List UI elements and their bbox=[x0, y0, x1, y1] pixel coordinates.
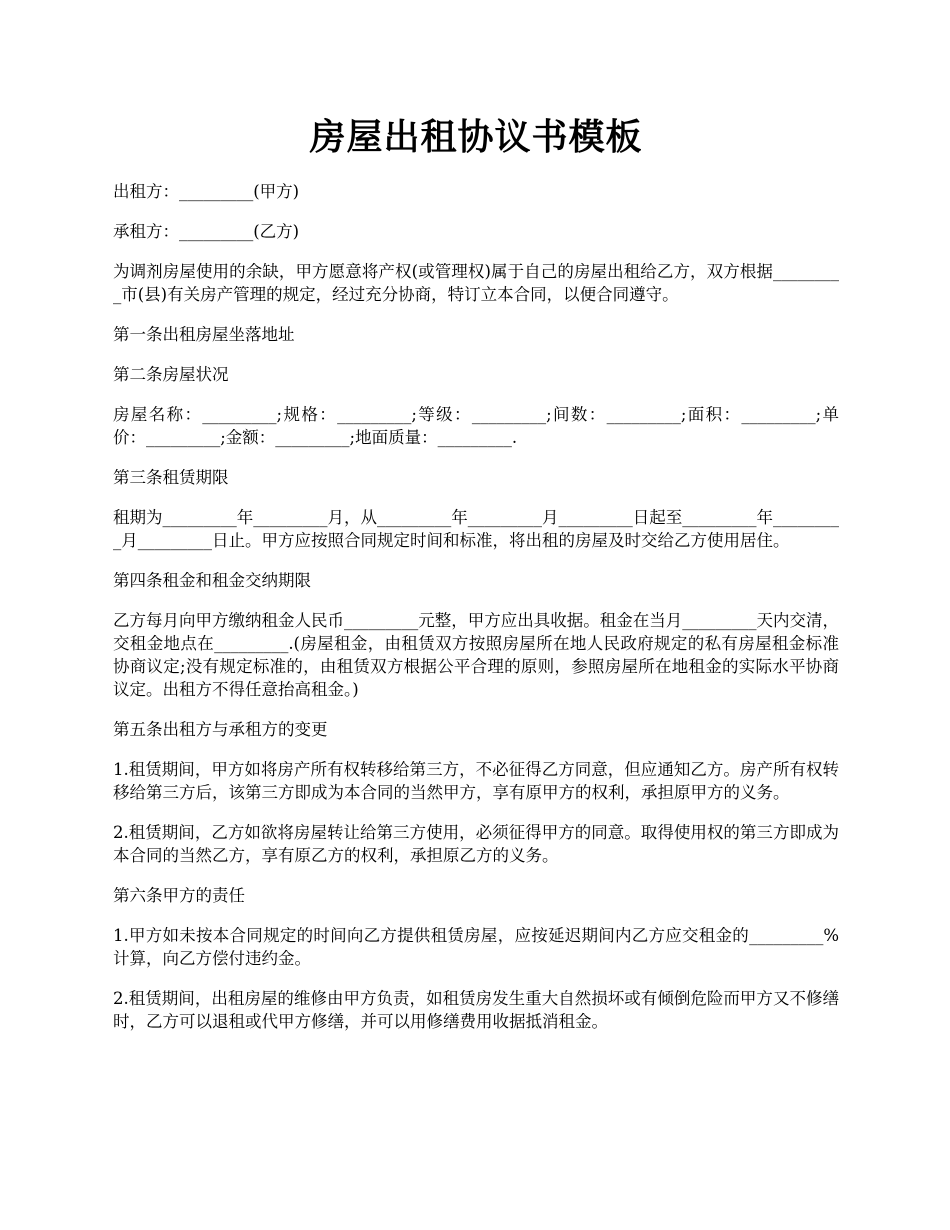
change-clause-2: 2.租赁期间，乙方如欲将房屋转让给第三方使用，必须征得甲方的同意。取得使用权的第三方即成为本合同的当然乙方，享有原乙方的权利，承担原乙方的义务。 bbox=[113, 823, 839, 865]
preamble-paragraph: 为调剂房屋使用的余缺，甲方愿意将产权(或管理权)属于自己的房屋出租给乙方，双方根据_________市(县)有关房产管理的规定，经过充分协商，特订立本合同，以便合同遵守。 bbox=[113, 262, 839, 304]
lessee-line: 承租方：_________(乙方) bbox=[113, 222, 300, 241]
article-4-heading: 第四条租金和租金交纳期限 bbox=[113, 571, 311, 590]
article-6-heading: 第六条甲方的责任 bbox=[113, 886, 245, 905]
document-page bbox=[113, 112, 839, 1050]
lessor-duty-1: 1.甲方如未按本合同规定的时间向乙方提供租赁房屋，应按延迟期间内乙方应交租金的_________%计算，向乙方偿付违约金。 bbox=[113, 926, 839, 968]
document-title: 房屋出租协议书模板 bbox=[309, 116, 643, 158]
article-5-heading: 第五条出租方与承租方的变更 bbox=[113, 720, 328, 739]
rent-payment-paragraph: 乙方每月向甲方缴纳租金人民币_________元整，甲方应出具收据。租金在当月_________天内交清，交租金地点在_________.(房屋租金，由租赁双方按照房屋所在地人民政府规定的私有房屋租金标准协商议定;没有规定标准的，由租赁双方根据公平合理的原则，参照房屋所在地租金的实际水平协商议定。出租方不得任意抬高租金。) bbox=[113, 611, 839, 699]
lessor-line: 出租方：_________(甲方) bbox=[113, 182, 300, 201]
house-details-paragraph: 房屋名称：_________;规格：_________;等级：_________;间数：_________;面积：_________;单价：_________;金额：_________;地面质量：_________. bbox=[113, 405, 839, 447]
article-2-heading: 第二条房屋状况 bbox=[113, 365, 229, 384]
article-1-heading: 第一条出租房屋坐落地址 bbox=[113, 325, 295, 344]
lessor-duty-2: 2.租赁期间，出租房屋的维修由甲方负责，如租赁房发生重大自然损坏或有倾倒危险而甲方又不修缮时，乙方可以退租或代甲方修缮，并可以用修缮费用收据抵消租金。 bbox=[113, 989, 839, 1031]
change-clause-1: 1.租赁期间，甲方如将房产所有权转移给第三方，不必征得乙方同意，但应通知乙方。房产所有权转移给第三方后，该第三方即成为本合同的当然甲方，享有原甲方的权利，承担原甲方的义务。 bbox=[113, 760, 839, 802]
lease-term-paragraph: 租期为_________年_________月，从_________年_________月_________日起至_________年_________月_________日止。甲方应按照合同规定时间和标准，将出租的房屋及时交给乙方使用居住。 bbox=[113, 508, 839, 550]
article-3-heading: 第三条租赁期限 bbox=[113, 468, 229, 487]
